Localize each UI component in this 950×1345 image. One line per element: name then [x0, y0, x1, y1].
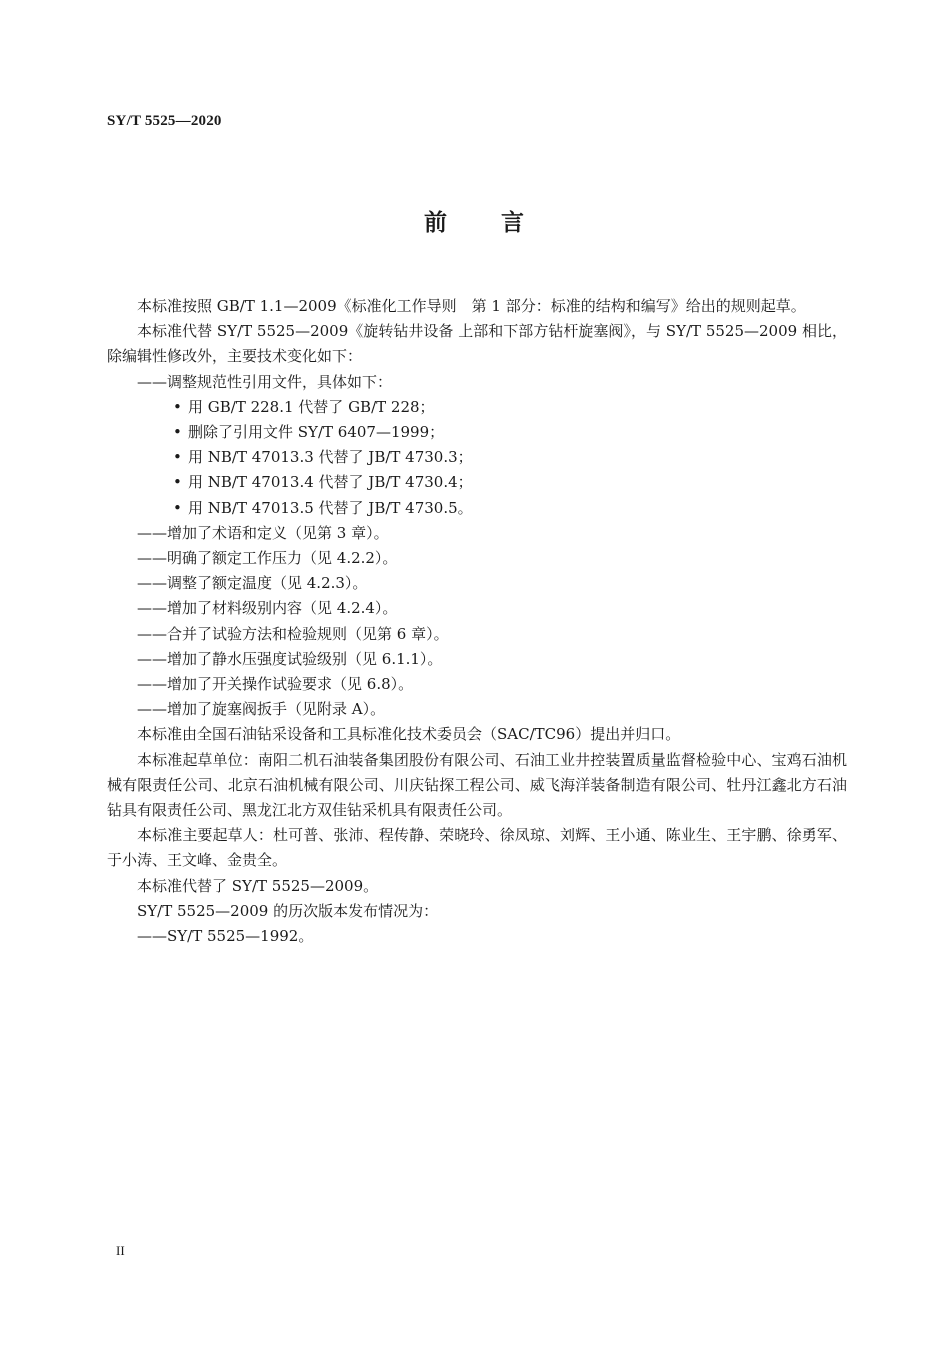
- bullet-dot-icon: •: [173, 448, 182, 467]
- bullet-dot-icon: •: [173, 473, 182, 492]
- bullet-dot-icon: •: [173, 397, 182, 416]
- change-item: ——增加了静水压强度试验级别（见 6.1.1）。: [137, 649, 443, 668]
- page-title: [0, 204, 950, 237]
- change-item: ——合并了试验方法和检验规则（见第 6 章）。: [137, 624, 449, 643]
- paragraph-supersedes: 本标准代替了 SY/T 5525—2009。: [137, 876, 379, 895]
- page-number: II: [116, 1243, 125, 1258]
- bullet-item: • 用 NB/T 47013.4 代替了 JB/T 4730.4；: [107, 470, 847, 495]
- change-item: ——增加了旋塞阀扳手（见附录 A）。: [137, 700, 386, 719]
- foreword-body: [107, 294, 847, 949]
- change-item: ——调整规范性引用文件，具体如下：: [137, 372, 393, 391]
- paragraph-committee: 本标准由全国石油钻采设备和工具标准化技术委员会（SAC/TC96）提出并归口。: [137, 725, 681, 744]
- change-item: ——明确了额定工作压力（见 4.2.2）。: [137, 549, 398, 568]
- title-char-2: 言: [501, 210, 526, 236]
- history-item: ——SY/T 5525—1992。: [137, 927, 314, 946]
- document-code: SY/T 5525—2020: [107, 113, 222, 129]
- bullet-dot-icon: •: [173, 423, 182, 442]
- paragraph-drafting-units: 本标准起草单位：南阳二机石油装备集团股份有限公司、石油工业井控装置质量监督检验中心、宝鸡石油机械有限责任公司、北京石油机械有限公司、川庆钻探工程公司、威飞海洋装备制造有限公司、牡丹江鑫北方石油钻具有限责任公司、黑龙江北方双佳钻采机具有限责任公司。: [107, 750, 847, 820]
- change-item: ——增加了开关操作试验要求（见 6.8）。: [137, 675, 414, 694]
- change-item: ——增加了材料级别内容（见 4.2.4）。: [137, 599, 398, 618]
- title-char-1: 前: [424, 210, 449, 236]
- paragraph-drafters: 本标准主要起草人：杜可普、张沛、程传静、荣晓玲、徐凤琼、刘辉、王小通、陈业生、王宇鹏、徐勇军、于小涛、王文峰、金贵全。: [107, 826, 847, 870]
- bullet-dot-icon: •: [173, 498, 182, 517]
- paragraph-drafting-rules: 本标准按照 GB/T 1.1—2009《标准化工作导则 第 1 部分：标准的结构和编写》给出的规则起草。: [137, 297, 806, 315]
- change-item: ——调整了额定温度（见 4.2.3）。: [137, 574, 368, 593]
- bullet-item: • 删除了引用文件 SY/T 6407—1999；: [107, 420, 847, 445]
- bullet-item: • 用 NB/T 47013.5 代替了 JB/T 4730.5。: [107, 496, 847, 521]
- bullet-item: • 用 GB/T 228.1 代替了 GB/T 228；: [107, 395, 847, 420]
- paragraph-history: SY/T 5525—2009 的历次版本发布情况为：: [137, 901, 439, 920]
- paragraph-replacement: 本标准代替 SY/T 5525—2009《旋转钻井设备 上部和下部方钻杆旋塞阀》，与 SY/T 5525—2009 相比，除编辑性修改外，主要技术变化如下：: [107, 322, 847, 366]
- change-item: ——增加了术语和定义（见第 3 章）。: [137, 523, 389, 542]
- bullet-item: • 用 NB/T 47013.3 代替了 JB/T 4730.3；: [107, 445, 847, 470]
